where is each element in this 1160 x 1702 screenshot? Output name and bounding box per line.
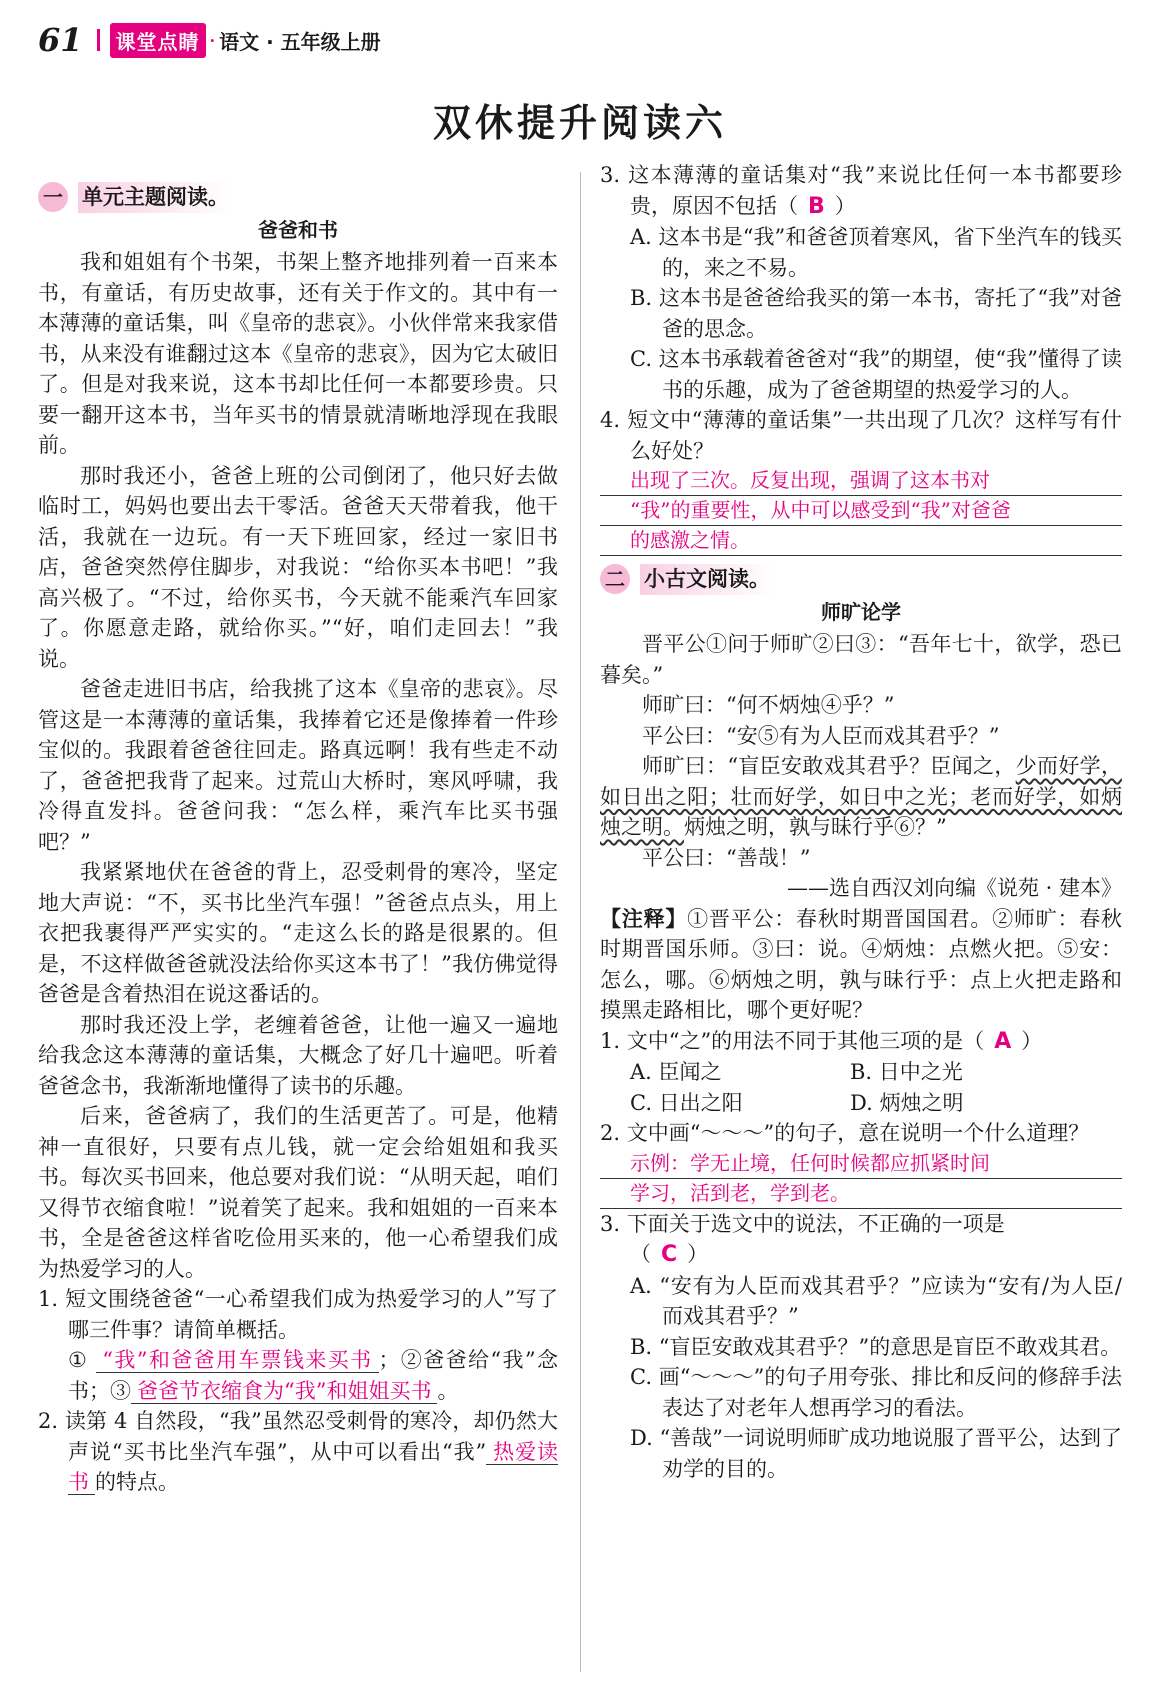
answer-choice: C [661,1242,678,1267]
answer-line: 学习，活到老，学到老。 [600,1179,1122,1209]
question-text: 3. 这本薄薄的童话集对“我”来说比任何一本书都要珍贵，原因不包括（ [600,163,1122,218]
page-header [38,20,381,60]
page-number: 61 [38,21,83,59]
option: C. 画“～～～”的句子用夸张、排比和反问的修辞手法表达了对老年人想再学习的看法。 [630,1365,1122,1420]
option-row [600,1088,1122,1119]
answer-text: 热爱读书 [68,1439,558,1494]
classical-line [600,751,1122,843]
section-number: 一 [38,182,68,212]
section-title: 单元主题阅读。 [78,182,249,213]
question-end: 的特点。 [95,1470,179,1494]
left-column [38,178,558,1498]
brand-badge: 课堂点睛 [110,23,206,58]
paragraph: 后来，爸爸病了，我们的生活更苦了。可是，他精神一直很好，只要有点儿钱，就一定会给姐姐和我买书。每次买书回来，他总要对我们说：“从明天起，咱们又得节衣缩食啦！”说着笑了起来。我和姐姐的一百来本书，全是爸爸这样省吃俭用买来的，他一心希望我们成为热爱学习的人。 [38,1104,558,1281]
header-divider [97,29,100,51]
answer-mark: ① [68,1348,89,1372]
notes-text: ①晋平公：春秋时期晋国国君。②师旷：春秋时期晋国乐师。③曰：说。④炳烛：点燃火把。⑤安：怎么，哪。⑥炳烛之明，孰与昧行乎：点上火把走路和摸黑走路相比，哪个更好呢？ [600,906,1123,1022]
question-text: 1. 短文围绕爸爸“一心希望我们成为热爱学习的人”写了哪三件事？请简单概括。 [38,1287,558,1342]
question-3: 3. 下面关于选文中的说法，不正确的一项是 [600,1211,1005,1236]
paragraph: 那时我还没上学，老缠着爸爸，让他一遍又一遍地给我念这本薄薄的童话集，大概念了好几十遍吧。听着爸爸念书，我渐渐地懂得了读书的乐趣。 [38,1012,558,1098]
line-prefix: 师旷曰：“盲臣安敢戏其君乎？臣闻之， [642,754,1016,778]
header-dot: · [209,30,216,50]
question-3 [600,160,1122,222]
classical-line: 平公曰：“安⑤有为人臣而戏其君乎？” [642,723,1000,748]
column-divider [580,172,581,1672]
section-heading [38,182,558,213]
page-title: 双休提升阅读六 [432,101,727,145]
question-2 [600,1118,1122,1149]
question-1-answer [38,1345,558,1406]
question-text: ”的句子，意在说明一个什么道理？ [763,1121,1090,1145]
classical-line: 晋平公①问于师旷②曰③：“吾年七十，欲学，恐已暮矣。” [600,632,1122,687]
answer-text: 爸爸节衣缩食为“我”和姐姐买书 [131,1379,437,1404]
question-text: 1. 文中“之”的用法不同于其他三项的是（ [600,1028,985,1053]
paragraph: 我和姐姐有个书架，书架上整齐地排列着一百来本书，有童话，有历史故事，还有关于作文的。其中有一本薄薄的童话集，叫《皇帝的悲哀》。小伙伴常来我家借书，从来没有谁翻过这本《皇帝的悲哀》，因为它太破旧了。但是对我来说，这本书却比任何一本都要珍贵。只要一翻开这本书，当年买书的情景就清晰地浮现在我眼前。 [38,250,558,457]
article-title: 师旷论学 [821,599,901,624]
line-suffix: 炳烛之明，孰与昧行乎⑥？” [684,815,947,839]
paragraph: 我紧紧地伏在爸爸的背上，忍受刺骨的寒冷，坚定地大声说：“不，买书比坐汽车强！”爸爸点点头，用上衣把我裹得严严实实的。“走这么长的路是很累的。但是，不这样做爸爸就没法给你买这本书了！”我仿佛觉得爸爸是含着热泪在说这番话的。 [38,860,558,1006]
question-1 [600,1026,1122,1058]
option: B. 日中之光 [850,1060,963,1084]
option-row [600,1057,1122,1088]
answer-bracket [600,1239,1122,1271]
notes-label: 【注释】 [600,905,688,931]
answer-choice: B [808,193,825,219]
answer-connector: ；②爸爸给“我”念书；③ [68,1348,558,1403]
bracket-close: ） [687,1242,709,1266]
option: C. 日出之阳 [630,1090,743,1115]
notes [600,904,1122,1026]
classical-line: 平公曰：“善哉！” [642,845,811,870]
paragraph: 爸爸走进旧书店，给我挑了这本《皇帝的悲哀》。尽管这是一本薄薄的童话集，我捧着它还是像捧着一件珍宝似的。我跟着爸爸往回走。路真远啊！我有些走不动了，爸爸把我背了起来。过荒山大桥时，寒风呼啸，我冷得直发抖。爸爸问我：“怎么样，乘汽车比买书强吧？” [38,677,558,854]
subject-label: 语文 · 五年级上册 [219,29,381,54]
question-close: ） [834,193,856,218]
option: A. “安有为人臣而戏其君乎？”应读为“安有/为人臣/而戏其君乎？” [630,1273,1122,1328]
option: D. “善哉”一词说明师旷成功地说服了晋平公，达到了劝学的目的。 [630,1426,1122,1481]
question-1 [38,1284,558,1345]
answer-end: 。 [437,1378,459,1403]
option: A. 臣闻之 [630,1060,722,1084]
classical-line: 师旷曰：“何不炳烛④乎？” [642,693,895,717]
question-4: 4. 短文中“薄薄的童话集”一共出现了几次？这样写有什么好处？ [600,408,1122,463]
option: A. 这本书是“我”和爸爸顶着寒风，省下坐汽车的钱买的，来之不易。 [630,225,1122,280]
answer-choice: A [994,1028,1012,1054]
source-citation: ——选自西汉刘向编《说苑 · 建本》 [786,876,1122,900]
option: C. 这本书承载着爸爸对“我”的期望，使“我”懂得了读书的乐趣，成为了爸爸期望的热爱学习的人。 [630,347,1122,402]
option: B. 这本书是爸爸给我买的第一本书，寄托了“我”对爸爸的思念。 [630,286,1122,341]
question-close: ） [1021,1028,1043,1053]
paragraph: 那时我还小，爸爸上班的公司倒闭了，他只好去做临时工，妈妈也要出去干零活。爸爸天天带着我，他干活，我就在一边玩。有一天下班回家，经过一家旧书店，爸爸突然停住脚步，对我说：“给你买本书吧！”我高兴极了。“不过，给你买书，今天就不能乘汽车回家了。你愿意走路，就给你买。”“好，咱们走回去！”我说。 [38,463,558,671]
question-text: 2. 读第 4 自然段，“我”虽然忍受刺骨的寒冷，却仍然大声说“买书比坐汽车强”，从中可以看出“我” [38,1409,558,1464]
right-column [600,160,1122,1484]
question-2 [38,1406,558,1498]
question-text: 2. 文中画“ [600,1121,701,1145]
section-number: 二 [600,564,630,594]
answer-line: 出现了三次。反复出现，强调了这本书对 [600,466,1122,496]
wavy-underlined-text: 少而好学，如日出之阳；壮而好学，如日中之光；老而好学，如炳烛之明。 [600,754,1123,839]
option: B. “盲臣安敢戏其君乎？”的意思是盲臣不敢戏其君。 [630,1334,1122,1359]
wavy-mark: ～～～ [700,1121,764,1145]
article-title: 爸爸和书 [258,217,338,242]
answer-line: 的感激之情。 [600,526,1122,556]
answer-line: “我”的重要性，从中可以感受到“我”对爸爸 [600,496,1122,526]
answer-text: “我”和爸爸用车票钱来买书 [96,1348,378,1373]
option: D. 炳烛之明 [850,1090,964,1115]
bracket-open: （ [630,1242,651,1266]
answer-line: 示例：学无止境，任何时候都应抓紧时间 [600,1149,1122,1179]
section-heading [600,564,1122,595]
section-title: 小古文阅读。 [640,564,790,595]
